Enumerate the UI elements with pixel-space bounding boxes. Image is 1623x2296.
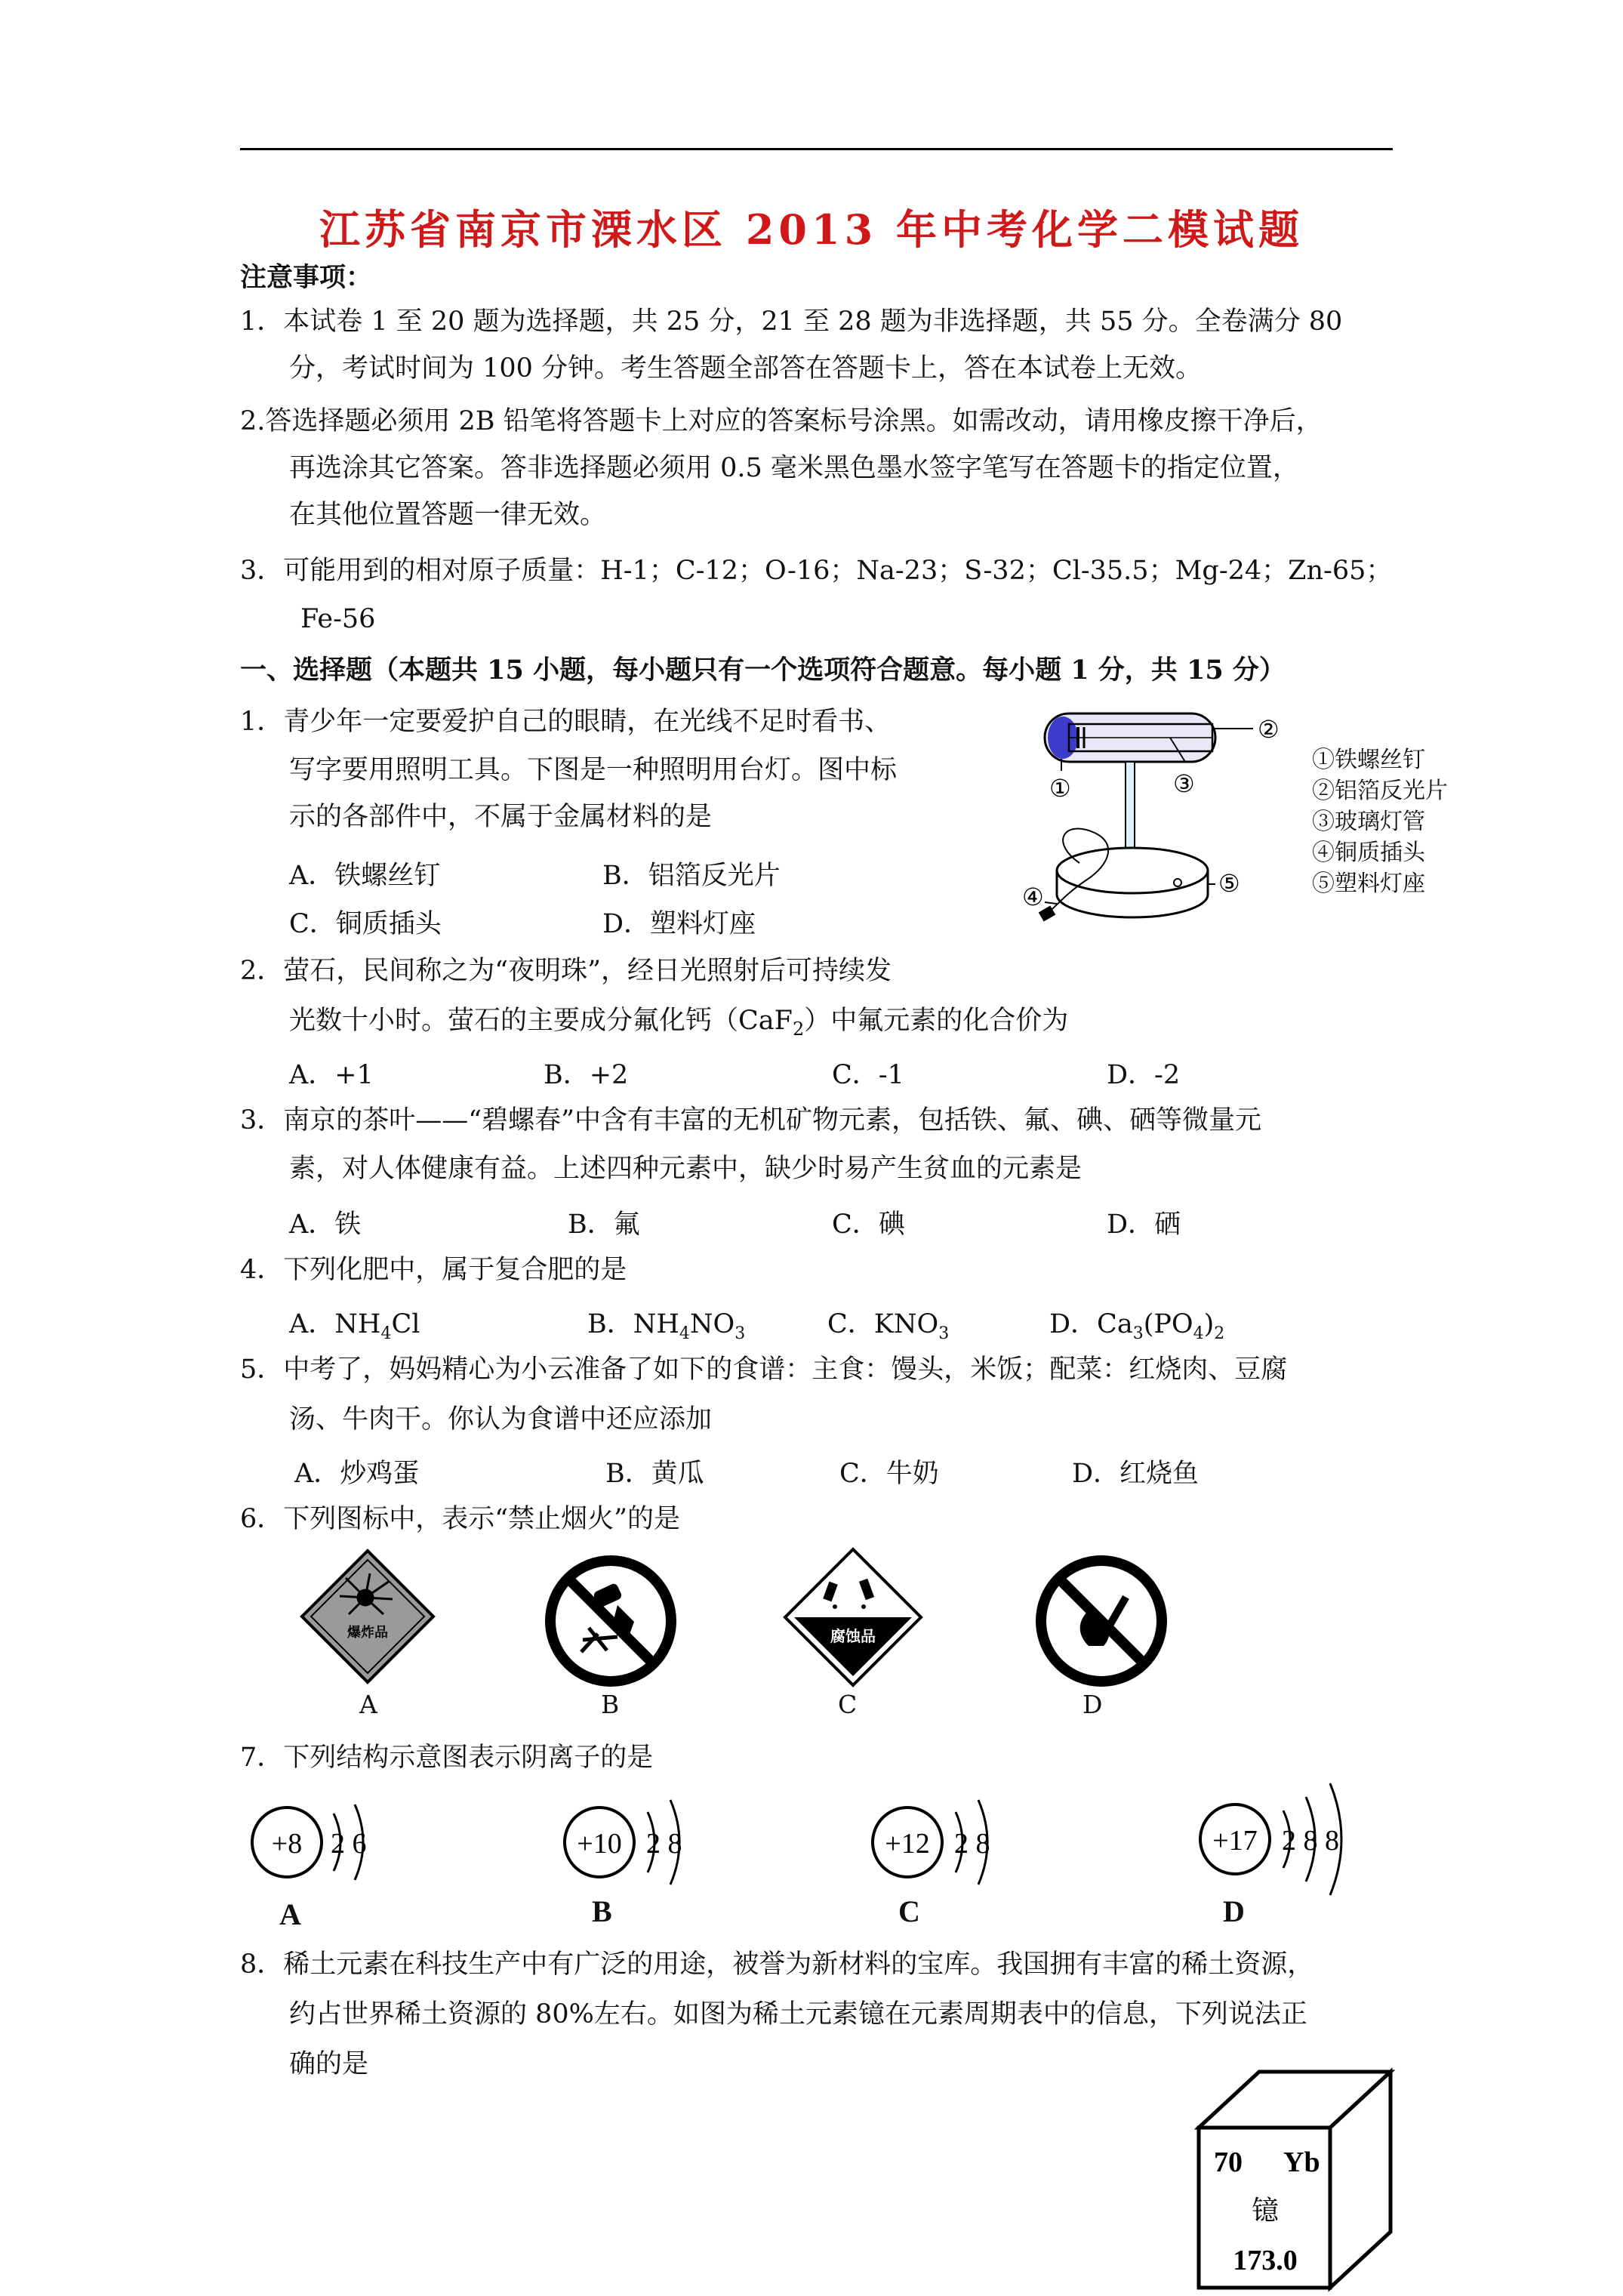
notice-item-2-line1: 2.答选择题必须用 2B 铅笔将答题卡上对应的答案标号涂黑。如需改动，请用橡皮擦干净后， (240, 406, 1323, 436)
q4c-sub: 3 (938, 1324, 950, 1343)
sign-b-prohibition (545, 1555, 676, 1687)
desk-lamp-figure (1022, 706, 1321, 940)
q4-option-d (1049, 1303, 1224, 1343)
sign-d-no-fire (1036, 1555, 1167, 1687)
legend-item-2: ②铝箔反光片 (1312, 778, 1448, 804)
q3-option-c: C．碘 (832, 1210, 905, 1240)
atom-c-letter: C (898, 1894, 920, 1928)
sign-b-letter: B (601, 1690, 620, 1719)
q5-option-c: C．牛奶 (839, 1459, 939, 1489)
sign-c-text: 腐蚀品 (830, 1627, 876, 1645)
q4a-mid: Cl (391, 1309, 420, 1339)
sign-d-letter: D (1083, 1690, 1103, 1719)
marker-5: ⑤ (1218, 869, 1240, 898)
atom-d-shells: 2 8 8 (1282, 1825, 1339, 1857)
q8-line3: 确的是 (289, 2049, 369, 2079)
top-rule (240, 148, 1393, 150)
q4b-sub1: 4 (679, 1324, 690, 1343)
atom-a-letter: A (279, 1897, 301, 1931)
q4-line: 4．下列化肥中，属于复合肥的是 (240, 1255, 627, 1285)
sign-a-text: 爆炸品 (347, 1625, 388, 1641)
page-title: 江苏省南京市溧水区 2013 年中考化学二模试题 (319, 205, 1304, 254)
q3-option-a: A．铁 (289, 1210, 362, 1240)
q1-line1: 1．青少年一定要爱护自己的眼睛，在光线不足时看书、 (240, 707, 892, 737)
notice-item-1-line2: 分，考试时间为 100 分钟。考生答题全部答在答题卡上，答在本试卷上无效。 (289, 353, 1203, 384)
q2-line2 (289, 1004, 1068, 1046)
q4a-pre: A．NH (289, 1309, 381, 1339)
notice-item-1-line1: 1．本试卷 1 至 20 题为选择题，共 25 分，21 至 28 题为非选择题，共 55 分。全卷满分 80 (240, 307, 1343, 337)
atom-c-nucleus: +12 (885, 1828, 930, 1860)
q4-option-b (587, 1303, 745, 1343)
marker-2: ② (1258, 715, 1280, 744)
notice-item-3-line2: Fe-56 (300, 604, 376, 634)
atom-a-diagram (243, 1795, 409, 1886)
q6-line: 6．下列图标中，表示“禁止烟火”的是 (240, 1504, 681, 1534)
q5-option-a: A．炒鸡蛋 (294, 1459, 420, 1489)
q2-line2-tail: ）中氟元素的化合价为 (804, 1006, 1069, 1036)
q1-option-a: A．铁螺丝钉 (289, 861, 441, 891)
atom-b-shells: 2 8 (646, 1828, 682, 1860)
q5-option-b: B．黄瓜 (605, 1459, 704, 1489)
atom-b-nucleus: +10 (577, 1828, 622, 1860)
q4b-mid: NO (689, 1309, 735, 1339)
q4d-pre: D．Ca (1049, 1309, 1133, 1339)
q5-line2: 汤、牛肉干。你认为食谱中还应添加 (289, 1404, 713, 1435)
sign-a-explosive (300, 1549, 435, 1684)
q4c-pre: C．KNO (827, 1309, 939, 1339)
q2-line2-text: 光数十小时。萤石的主要成分氟化钙（CaF (289, 1006, 793, 1036)
marker-4: ④ (1022, 883, 1044, 911)
notice-item-3-line1: 3．可能用到的相对原子质量：H-1；C-12；O-16；Na-23；S-32；Cl-35.5；Mg-24；Zn-65； (240, 556, 1393, 586)
legend-item-4: ④铜质插头 (1312, 840, 1425, 866)
element-name: 镱 (1251, 2196, 1280, 2227)
q1-line3: 示的各部件中，不属于金属材料的是 (289, 802, 713, 832)
atom-d-letter: D (1223, 1894, 1245, 1928)
q2-option-b: B．+2 (544, 1060, 629, 1090)
q3-option-d: D．硒 (1107, 1210, 1181, 1240)
q1-option-d: D．塑料灯座 (602, 909, 756, 939)
q2-subscript: 2 (792, 1019, 805, 1040)
legend-item-5: ⑤塑料灯座 (1312, 871, 1425, 897)
atom-d-diagram (1185, 1774, 1389, 1888)
q8-line1: 8．稀土元素在科技生产中有广泛的用途，被誉为新材料的宝库。我国拥有丰富的稀土资源， (240, 1949, 1314, 1980)
q2-line1: 2．萤石，民间称之为“夜明珠”，经日光照射后可持续发 (240, 956, 892, 986)
atom-b-diagram (554, 1789, 720, 1888)
sign-a-letter: A (359, 1690, 377, 1719)
q2-option-c: C．-1 (832, 1060, 904, 1090)
element-cube (1193, 2067, 1397, 2291)
q5-option-d: D．红烧鱼 (1072, 1459, 1200, 1489)
q2-option-d: D．-2 (1107, 1060, 1181, 1090)
element-mass: 173.0 (1233, 2245, 1298, 2276)
atom-c-shells: 2 8 (954, 1828, 990, 1860)
q4-option-a (289, 1303, 420, 1343)
section-heading: 一、选择题（本题共 15 小题，每小题只有一个选项符合题意。每小题 1 分，共 15 分） (240, 655, 1286, 686)
q4d-sub1: 3 (1132, 1324, 1144, 1343)
q4-option-c (827, 1303, 949, 1343)
q1-line2: 写字要用照明工具。下图是一种照明用台灯。图中标 (289, 755, 898, 785)
atom-a-nucleus: +8 (271, 1828, 303, 1860)
q3-line2: 素，对人体健康有益。上述四种元素中，缺少时易产生贫血的元素是 (289, 1154, 1083, 1184)
q4d-sub3: 2 (1214, 1324, 1225, 1343)
q4b-sub2: 3 (735, 1324, 746, 1343)
legend-item-3: ③玻璃灯管 (1312, 809, 1425, 835)
q4d-sub2: 4 (1193, 1324, 1204, 1343)
notice-item-2-line3: 在其他位置答题一律无效。 (289, 500, 607, 530)
lamp-base-top (1057, 848, 1208, 893)
q8-line2: 约占世界稀土资源的 80%左右。如图为稀土元素镱在元素周期表中的信息，下列说法正 (289, 1999, 1307, 2029)
q4a-sub: 4 (380, 1324, 392, 1343)
q1-option-b: B．铝箔反光片 (602, 861, 781, 891)
marker-1: ① (1049, 774, 1071, 803)
q4d-post: ) (1203, 1309, 1215, 1339)
q7-line: 7．下列结构示意图表示阴离子的是 (240, 1743, 654, 1773)
lamp-legend (1312, 744, 1448, 899)
q5-line1: 5．中考了，妈妈精心为小云准备了如下的食谱：主食：馒头，米饭；配菜：红烧肉、豆腐 (240, 1354, 1288, 1385)
notice-heading: 注意事项： (240, 262, 373, 293)
atom-c-diagram (861, 1789, 1027, 1888)
atom-a-shells: 2 6 (331, 1828, 367, 1860)
atom-b-letter: B (592, 1894, 612, 1928)
q3-option-b: B．氟 (568, 1210, 640, 1240)
q4d-mid: (PO (1143, 1309, 1193, 1339)
q2-option-a: A．+1 (289, 1060, 374, 1090)
q3-line1: 3．南京的茶叶——“碧螺春”中含有丰富的无机矿物元素，包括铁、氟、碘、硒等微量元 (240, 1105, 1262, 1136)
q1-option-c: C．铜质插头 (289, 909, 442, 939)
element-symbol: Yb (1283, 2147, 1320, 2178)
notice-item-2-line2: 再选涂其它答案。答非选择题必须用 0.5 毫米黑色墨水签字笔写在答题卡的指定位置， (289, 453, 1299, 483)
q4b-pre: B．NH (587, 1309, 679, 1339)
sign-c-letter: C (838, 1690, 858, 1719)
element-number: 70 (1214, 2147, 1243, 2178)
marker-3: ③ (1173, 769, 1195, 798)
sign-c-corrosive (784, 1548, 922, 1687)
legend-item-1: ①铁螺丝钉 (1312, 747, 1425, 773)
atom-d-nucleus: +17 (1212, 1825, 1258, 1857)
